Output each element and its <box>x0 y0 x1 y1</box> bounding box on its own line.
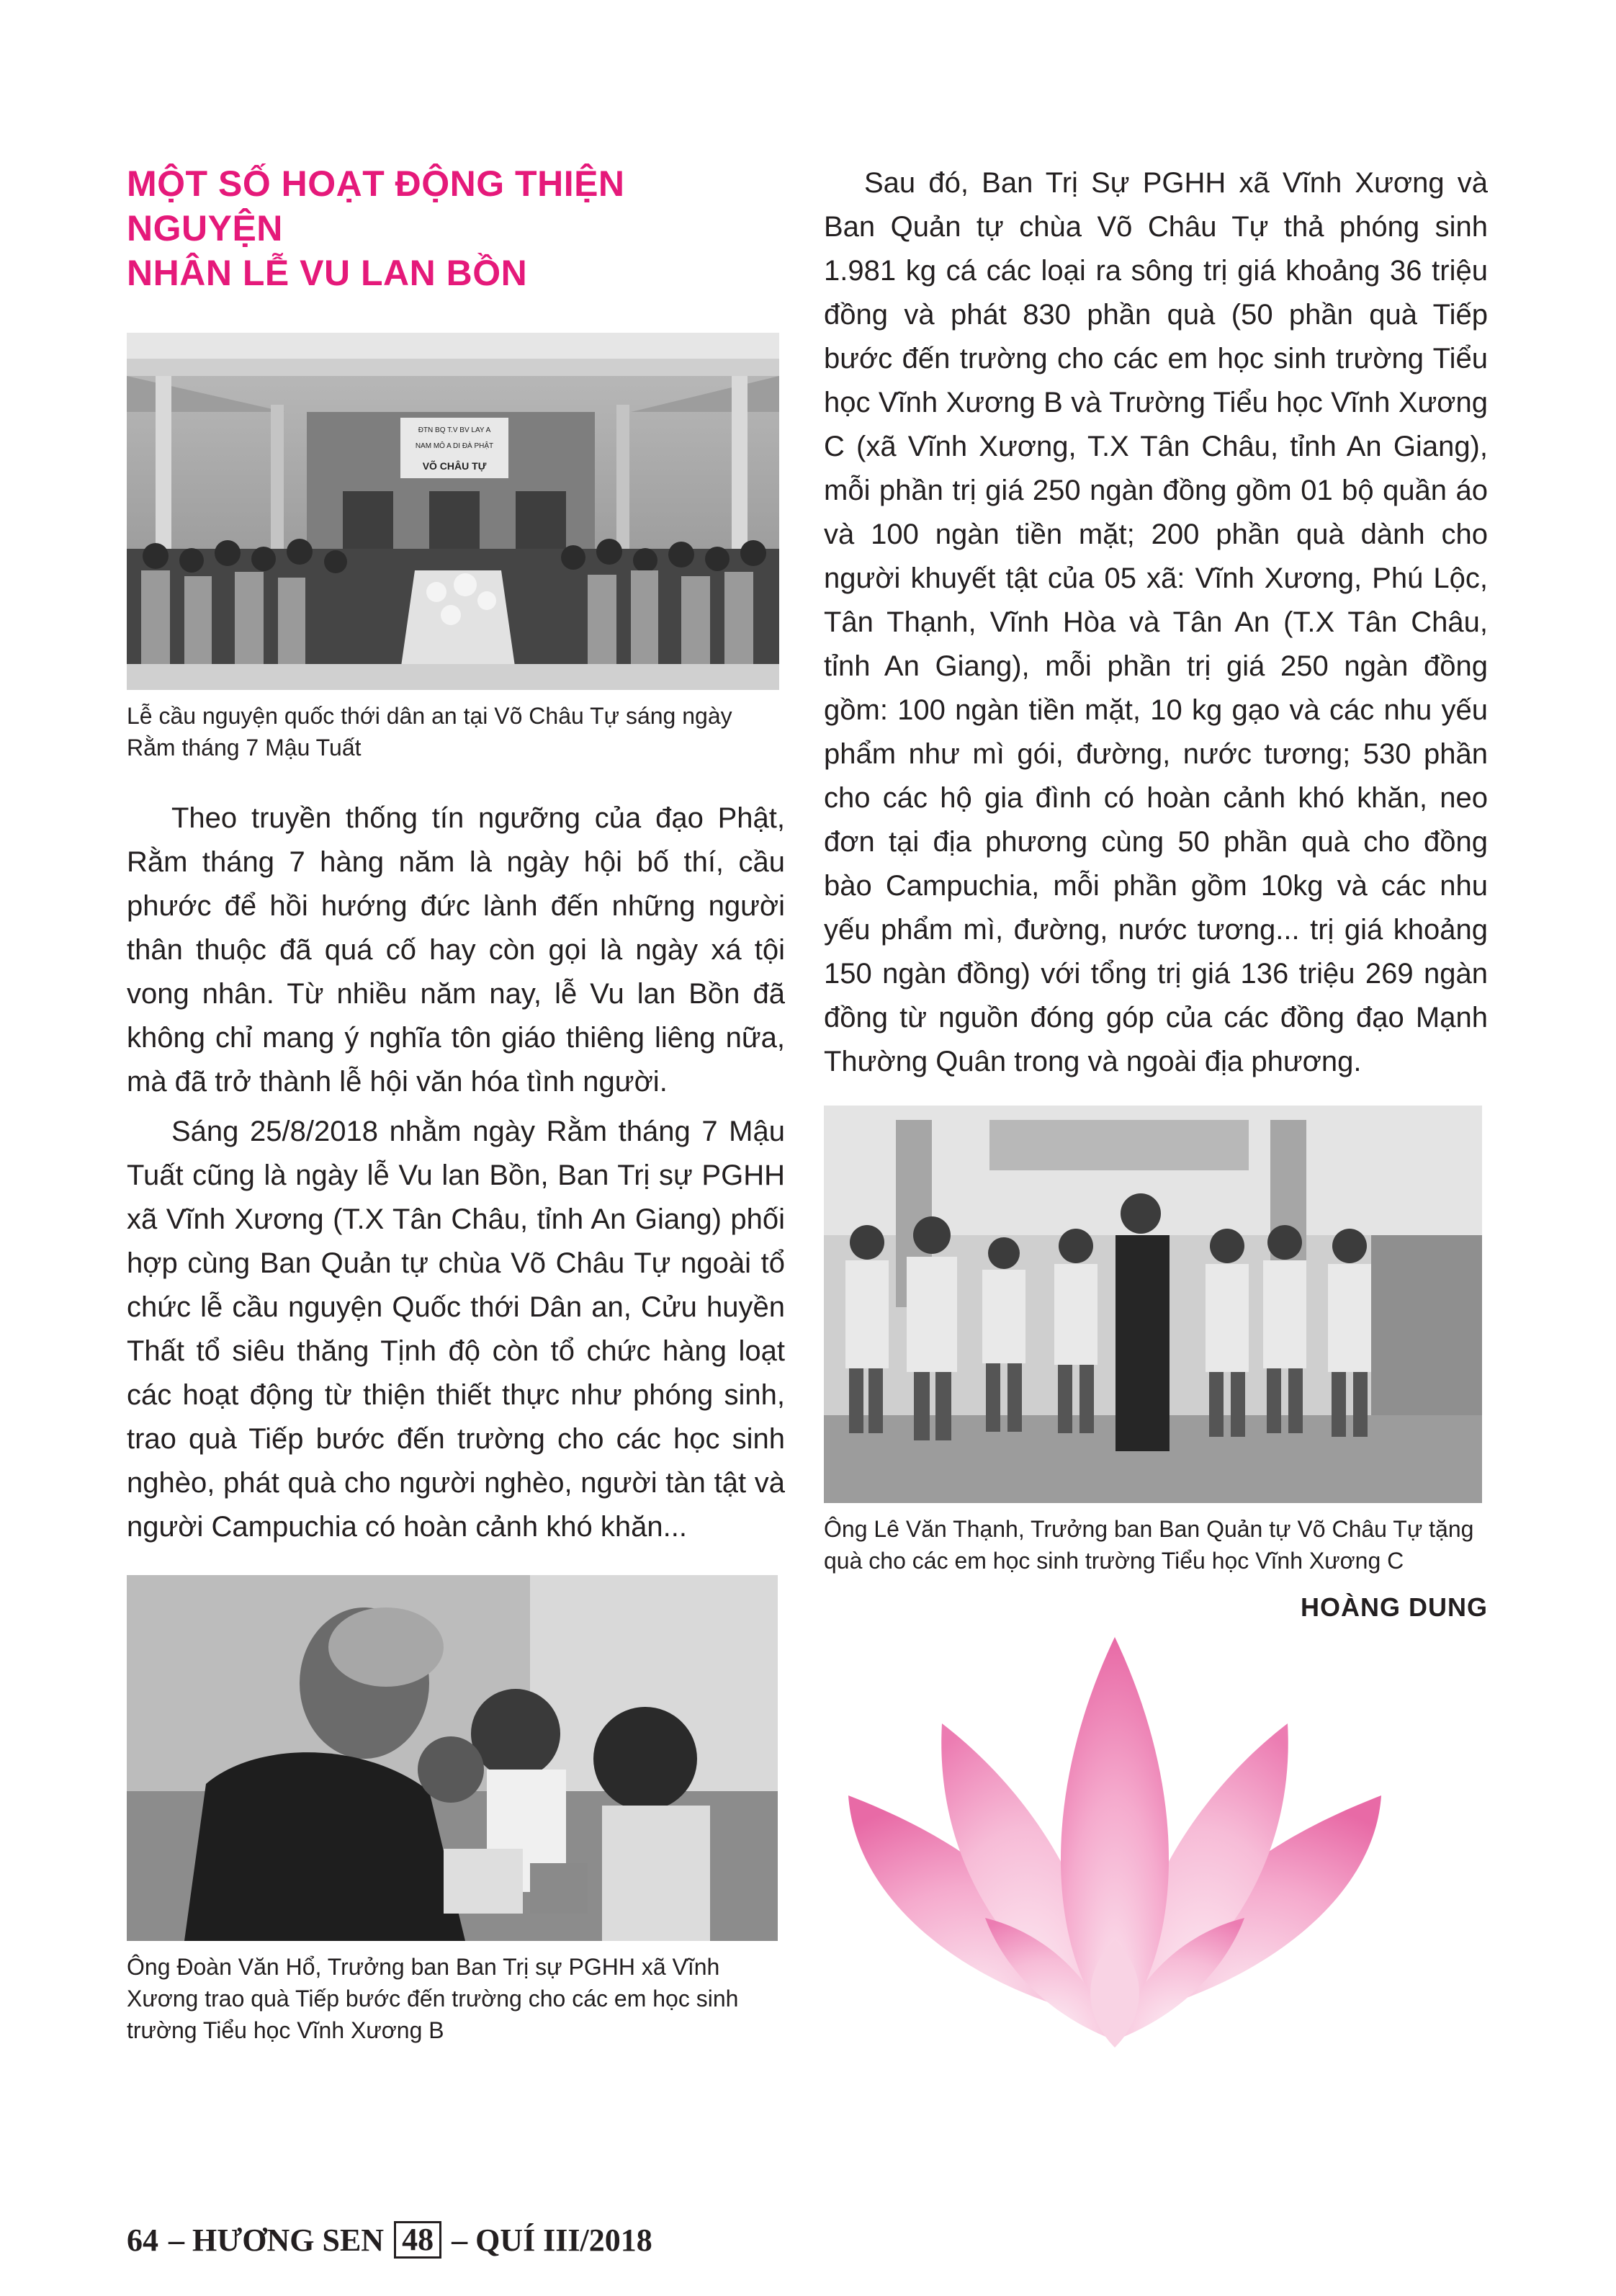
students-photo-caption: Ông Lê Văn Thạnh, Trưởng ban Ban Quản tự Võ Châu Tự tặng quà cho các em học sinh trường Tiểu học Vĩnh Xương C <box>824 1516 1474 1574</box>
page-number: 64 <box>127 2222 158 2258</box>
gift-photo <box>127 1575 778 1941</box>
temple-sign-line1: ĐTN BQ T.V BV LAY A <box>418 426 491 434</box>
lotus-illustration <box>827 1615 1403 2062</box>
article-title-line1: MỘT SỐ HOẠT ĐỘNG THIỆN NGUYỆN <box>127 163 625 248</box>
body-paragraph-2: Sáng 25/8/2018 nhằm ngày Rằm tháng 7 Mậu Tuất cũng là ngày lễ Vu lan Bồn, Ban Trị sự PGHH xã Vĩnh Xương (T.X Tân Châu, tỉnh An Giang) phối hợp cùng Ban Quản tự chùa Võ Châu Tự ngoài tổ chức lễ cầu nguyện Quốc thới Dân an, Cửu huyền Thất tổ siêu thăng Tịnh độ còn tổ chức hàng loạt các hoạt động từ thiện thiết thực như phóng sinh, trao quà Tiếp bước đến trường cho các học sinh nghèo, phát quà cho người nghèo, người tàn tật và người Campuchia có hoàn cảnh khó khăn... <box>127 1116 785 1543</box>
gift-photo-caption: Ông Đoàn Văn Hổ, Trưởng ban Ban Trị sự PGHH xã Vĩnh Xương trao quà Tiếp bước đến trường cho các em học sinh trường Tiểu học Vĩnh Xương B <box>127 1954 739 2043</box>
gift-photo-image <box>127 1575 778 1941</box>
article-title-line2: NHÂN LỄ VU LAN BỒN <box>127 253 528 293</box>
magazine-name: – HƯƠNG SEN <box>169 2222 385 2258</box>
lotus-icon <box>827 1615 1403 2062</box>
students-photo <box>824 1106 1482 1503</box>
body-paragraph-1: Theo truyền thống tín ngưỡng của đạo Phật, Rằm tháng 7 hàng năm là ngày hội bố thí, cầu phước để hồi hướng đức lành đến những người thân thuộc đã quá cố hay còn gọi là ngày xá tội vong nhân. Từ nhiều năm nay, lễ Vu lan Bồn đã không chỉ mang ý nghĩa tôn giáo thiêng liêng nữa, mà đã trở thành lễ hội văn hóa tình người. <box>127 802 785 1098</box>
article-title <box>127 161 785 295</box>
ceremony-photo-caption: Lễ cầu nguyện quốc thới dân an tại Võ Châu Tự sáng ngày Rằm tháng 7 Mậu Tuất <box>127 703 732 761</box>
temple-sign-line3: VÕ CHÂU TỰ <box>422 460 487 472</box>
author-name: HOÀNG DUNG <box>1301 1592 1488 1622</box>
students-photo-image <box>824 1106 1482 1503</box>
page-footer <box>127 2221 652 2259</box>
issue-period: – QUÍ III/2018 <box>452 2222 652 2258</box>
body-paragraph-3: Sau đó, Ban Trị Sự PGHH xã Vĩnh Xương và Ban Quản tự chùa Võ Châu Tự thả phóng sinh 1.981 kg cá các loại ra sông trị giá khoảng 36 triệu đồng và phát 830 phần quà (50 phần quà Tiếp bước đến trường cho các em học sinh trường Tiểu học Vĩnh Xương B và Trường Tiểu học Vĩnh Xương C (xã Vĩnh Xương, T.X Tân Châu, tỉnh An Giang), mỗi phần trị giá 250 ngàn đồng gồm 01 bộ quần áo và 100 ngàn tiền mặt; 200 phần quà dành cho người khuyết tật của 05 xã: Vĩnh Xương, Phú Lộc, Tân Thạnh, Vĩnh Hòa và Tân An (T.X Tân Châu, tỉnh An Giang), mỗi phần trị giá 250 ngàn đồng gồm: 100 ngàn tiền mặt, 10 kg gạo và các nhu yếu phẩm như mì gói, đường, nước tương; 530 phần cho các hộ gia đình có hoàn cảnh khó khăn, neo đơn tại địa phương cùng 50 phần quà cho đồng bào Campuchia, mỗi phần gồm 10kg và các nhu yếu phẩm mì, đường, nước tương... trị giá khoảng 150 ngàn đồng) với tổng trị giá 136 triệu 269 ngàn đồng từ nguồn đóng góp của các đồng đạo Mạnh Thường Quân trong và ngoài địa phương. <box>824 167 1488 1077</box>
issue-number: 48 <box>394 2221 441 2259</box>
left-column <box>127 161 785 2046</box>
right-column <box>824 161 1488 2062</box>
ceremony-photo-image <box>127 333 779 690</box>
ceremony-photo <box>127 333 779 690</box>
temple-sign-line2: NAM MÔ A DI ĐÀ PHẬT <box>415 442 494 450</box>
